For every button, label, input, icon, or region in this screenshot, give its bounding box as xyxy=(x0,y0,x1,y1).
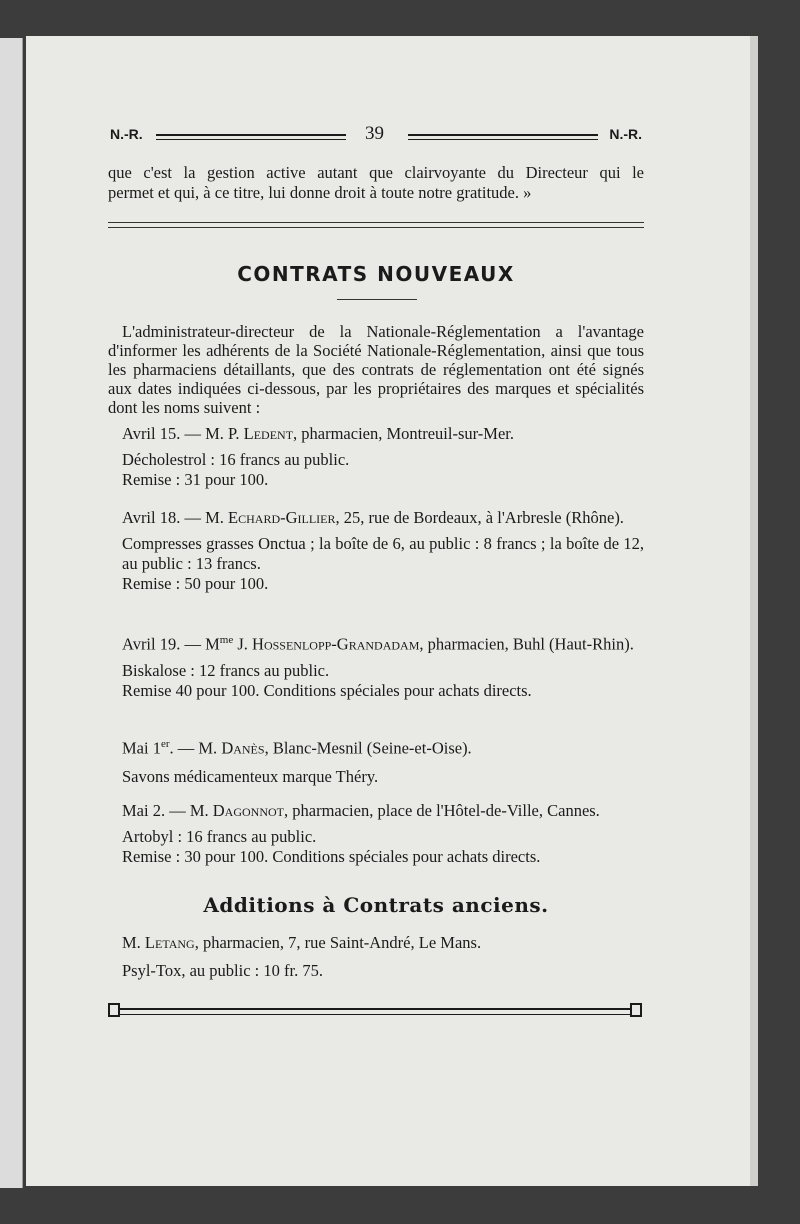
entry-heading: Mai 2. — M. Dagonnot, pharmacien, place de l'Hôtel-de-Ville, Cannes. xyxy=(122,801,600,820)
entry-product: Artobyl : 16 francs au public. xyxy=(122,827,317,846)
facing-page-edge xyxy=(0,38,23,1188)
section-title: CONTRATS NOUVEAUX xyxy=(237,262,515,286)
footer-rule-cap-left xyxy=(108,1003,120,1017)
footer-rule-cap-right xyxy=(630,1003,642,1017)
entry-remise: Remise : 31 pour 100. xyxy=(122,470,269,489)
entry-heading: Avril 18. — M. Echard-Gillier, 25, rue de Bordeaux, à l'Arbresle (Rhône). xyxy=(122,508,624,527)
entry-heading: Mai 1er. — M. Danès, Blanc-Mesnil (Seine-et-Oise). xyxy=(122,738,472,758)
entry-4 xyxy=(108,734,644,787)
running-header xyxy=(110,123,642,146)
entry-remise: Remise : 50 pour 100. xyxy=(122,574,269,593)
page-number: 39 xyxy=(365,123,384,144)
header-right: N.-R. xyxy=(609,126,642,142)
section-divider xyxy=(108,222,644,228)
title-underline xyxy=(337,299,417,300)
additions-block xyxy=(108,933,644,981)
entry-product: Décholestrol : 16 francs au public. xyxy=(122,450,350,469)
additions-line-1: M. Letang, pharmacien, 7, rue Saint-André, Le Mans. xyxy=(122,933,482,952)
entry-remise: Remise 40 pour 100. Conditions spéciales pour achats directs. xyxy=(122,680,532,700)
header-rule-right xyxy=(408,134,598,140)
entry-product: Biskalose : 12 francs au public. xyxy=(122,660,330,680)
additions-line-2: Psyl-Tox, au public : 10 fr. 75. xyxy=(122,961,323,980)
entry-heading: Avril 15. — M. P. Ledent, pharmacien, Montreuil-sur-Mer. xyxy=(122,424,515,443)
entry-remise: Remise : 30 pour 100. Conditions spéciales pour achats directs. xyxy=(122,847,541,866)
entry-heading: Avril 19. — $M^{me}$ J. Hossenlopp-Grandadam, pharmacien, Buhl (Haut-Rhin). xyxy=(122,634,634,654)
header-left: N.-R. xyxy=(110,126,143,142)
entry-3 xyxy=(108,630,644,701)
lead-paragraph: L'administrateur-directeur de la Nationale-Réglementation a l'avantage d'informer les adhérents de la Société Nationale-Réglementation, ainsi que tous les pharmaciens détaillants, que des contrats de réglementation ont été signés aux dates indiquées ci-dessous, par les propriétaires des marques et spécialités dont les noms suivent : xyxy=(108,322,644,417)
intro-line-2: permet et qui, à ce titre, lui donne droit à toute notre gratitude. » xyxy=(108,183,532,202)
entry-5 xyxy=(108,801,644,867)
entry-1 xyxy=(108,424,644,490)
intro-text xyxy=(108,163,644,203)
entry-2 xyxy=(108,508,644,594)
header-rule-left xyxy=(156,134,346,140)
intro-line-1: que c'est la gestion active autant que clairvoyante du Directeur qui le xyxy=(108,163,644,182)
footer-rule xyxy=(110,1008,640,1015)
page-edge xyxy=(750,36,758,1186)
additions-title: Additions à Contrats anciens. xyxy=(203,893,549,917)
entry-product: Compresses grasses Onctua ; la boîte de 6, au public : 8 francs ; la boîte de 12, au public : 13 francs. xyxy=(122,534,644,573)
entry-product: Savons médicamenteux marque Théry. xyxy=(122,766,379,786)
